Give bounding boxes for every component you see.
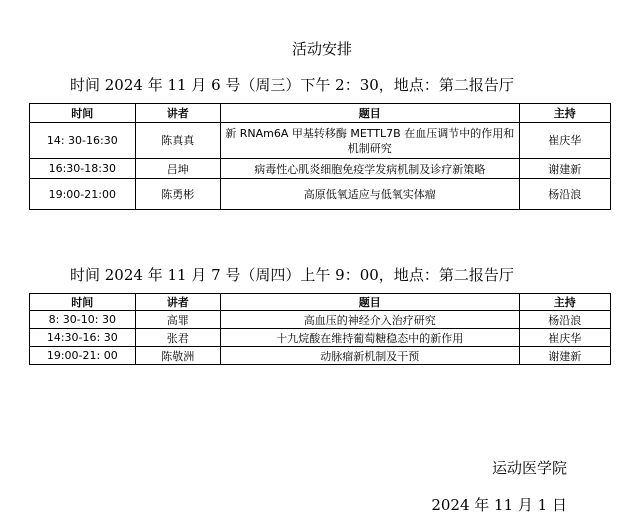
cell-speaker: 陈敬洲 [135,347,220,365]
cell-speaker: 陈勇彬 [135,179,220,210]
cell-host: 崔庆华 [519,123,611,159]
cell-speaker: 陈真真 [135,123,220,159]
table-row [30,159,611,179]
cell-time: 19:00-21: 00 [30,347,136,365]
cell-speaker: 张君 [135,329,220,347]
cell-topic: 高原低氧适应与低氧实体瘤 [220,179,519,210]
cell-host: 杨沿浪 [519,311,611,329]
cell-time: 16:30-18:30 [30,159,136,179]
cell-speaker: 高罪 [135,311,220,329]
cell-host: 谢建新 [519,159,611,179]
header-speaker: 讲者 [135,294,220,311]
session-1-time-location: 时间 2024 年 11 月 6 号（周三）下午 2：30，地点：第二报告厅 [70,76,514,94]
cell-time: 14: 30-16:30 [30,123,136,159]
table-row [30,179,611,210]
cell-time: 19:00-21:00 [30,179,136,210]
session-2-schedule-table [29,293,611,365]
cell-host: 崔庆华 [519,329,611,347]
header-host: 主持 [519,104,611,123]
header-speaker: 讲者 [135,104,220,123]
cell-topic: 十九烷酸在维持葡萄糖稳态中的新作用 [220,329,519,347]
cell-topic: 动脉瘤新机制及干预 [220,347,519,365]
table-row [30,123,611,159]
cell-topic: 新 RNAm6A 甲基转移酶 METTL7B 在血压调节中的作用和机制研究 [220,123,519,159]
table-row [30,347,611,365]
page-title: 活动安排 [291,40,352,58]
header-time: 时间 [30,294,136,311]
table-header-row [30,294,611,311]
header-host: 主持 [519,294,611,311]
issue-date: 2024 年 11 月 1 日 [431,496,567,514]
table-row [30,329,611,347]
cell-speaker: 吕坤 [135,159,220,179]
cell-topic: 病毒性心肌炎细胞免疫学发病机制及诊疗新策略 [220,159,519,179]
cell-host: 杨沿浪 [519,179,611,210]
issuer-signature: 运动医学院 [491,459,567,477]
header-topic: 题目 [220,104,519,123]
header-topic: 题目 [220,294,519,311]
table-header-row [30,104,611,123]
table-row [30,311,611,329]
session-2-time-location: 时间 2024 年 11 月 7 号（周四）上午 9：00，地点：第二报告厅 [70,266,514,284]
cell-host: 谢建新 [519,347,611,365]
cell-time: 14:30-16: 30 [30,329,136,347]
cell-topic: 高血压的神经介入治疗研究 [220,311,519,329]
session-1-schedule-table [29,103,611,210]
cell-time: 8: 30-10: 30 [30,311,136,329]
header-time: 时间 [30,104,136,123]
